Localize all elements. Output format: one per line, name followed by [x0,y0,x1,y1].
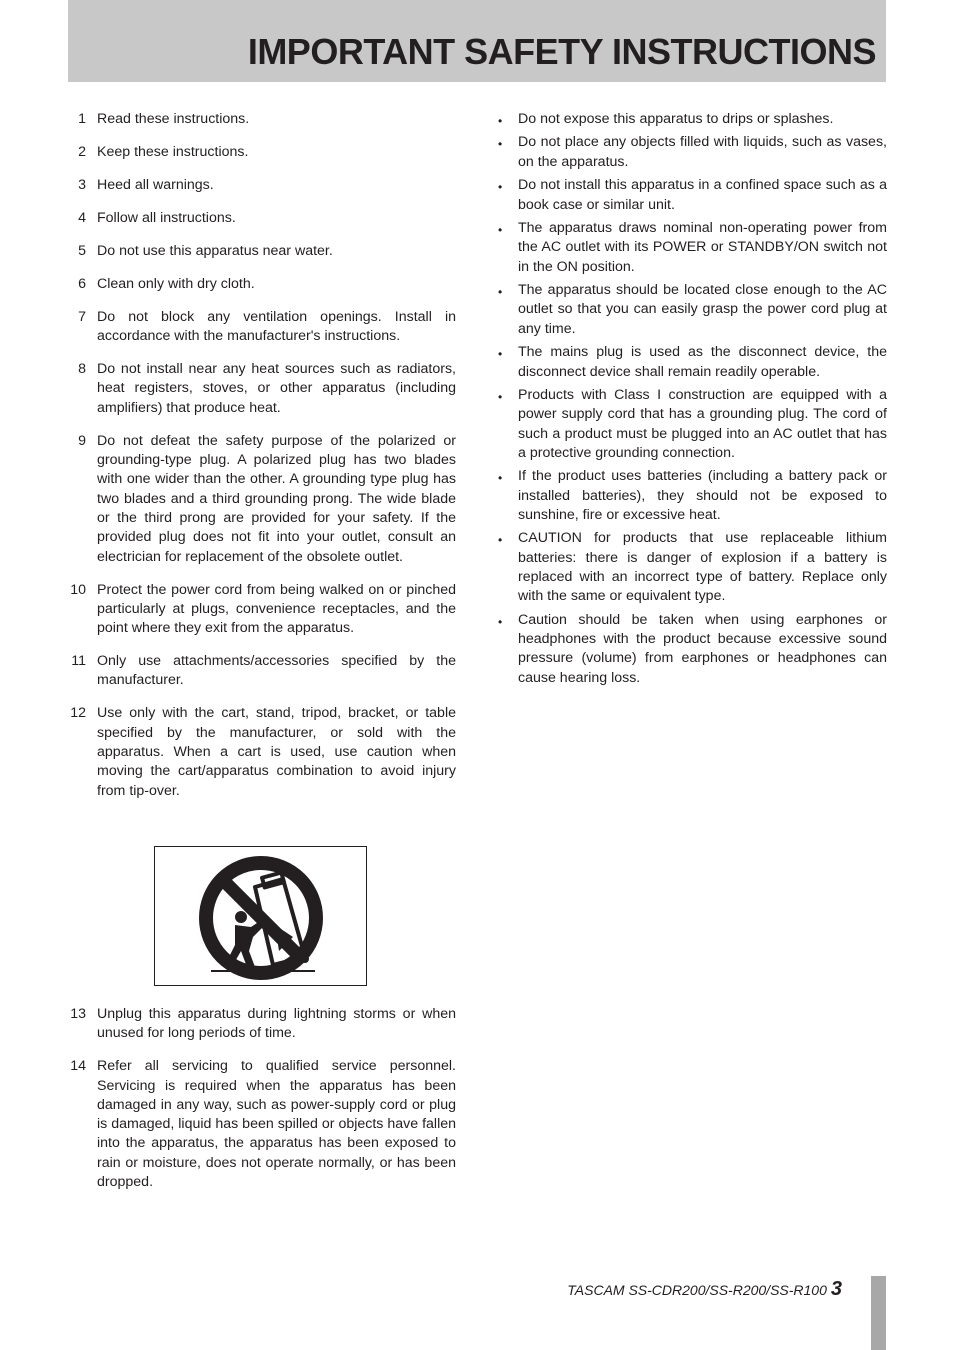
bullet-text: The mains plug is used as the disconnect device, the disconnect device shall remain readily operable. [518,344,887,380]
item-text: Do not use this apparatus near water. [97,242,333,259]
item-text: Use only with the cart, stand, tripod, bracket, or table specified by the manufacturer, or sold with the apparatus. When a cart is used, use caution when moving the cart/apparatus combination to avoid injury from tip-over. [97,705,456,799]
list-item [66,143,456,162]
list-item [66,432,456,567]
bullet-icon: • [498,614,503,629]
list-item [66,308,456,347]
item-text: Do not install near any heat sources such as radiators, heat registers, stoves, or other apparatus (including amplifiers) that produce heat. [97,361,456,416]
numbered-list-continued [66,1005,456,1206]
bullet-icon: • [498,471,503,486]
item-number: 5 [78,242,86,259]
item-number: 2 [78,143,86,160]
footer-model: TASCAM SS-CDR200/SS-R200/SS-R100 [567,1282,827,1298]
item-number: 1 [78,111,86,127]
list-item [66,176,456,195]
bullet-item [494,386,887,463]
bullet-list [494,110,887,692]
list-item [66,275,456,294]
bullet-item [494,343,887,382]
item-text: Do not defeat the safety purpose of the polarized or grounding-type plug. A polarized plug has two blades with one wider than the other. A grounding type plug has two blades and a third grounding prong. The wide blade or the third prong are provided for your safety. If the provided plug does not fit into your outlet, consult an electrician for replacement of the obsolete outlet. [97,432,456,565]
item-number: 13 [70,1006,86,1022]
bullet-text: Products with Class I construction are equipped with a power supply cord that has a grounding plug. The cord of such a product must be plugged into an AC outlet that has a protective grounding connection. [518,386,887,461]
item-text: Refer all servicing to qualified service personnel. Servicing is required when the apparatus has been damaged in any way, such as power-supply cord or plug is damaged, liquid has been spilled or objects have fallen into the apparatus, the apparatus has been exposed to rain or moisture, does not operate normally, or has been dropped. [97,1058,456,1191]
bullet-item [494,176,887,215]
list-item [66,704,456,800]
page-title: IMPORTANT SAFETY INSTRUCTIONS [247,31,876,72]
bullet-icon: • [498,389,503,404]
item-number: 8 [78,361,86,378]
bullet-text: CAUTION for products that use replaceable lithium batteries: there is danger of explosion if a battery is replaced with an incorrect type of battery. Replace only with the same or equivalent type. [518,530,887,605]
bullet-item [494,219,887,277]
item-number: 9 [78,432,86,449]
item-text: Do not block any ventilation openings. Install in accordance with the manufacturer's instructions. [97,308,456,345]
bullet-item [494,110,887,129]
page-footer [567,1278,842,1301]
item-number: 3 [78,176,86,193]
cart-tip-over-icon [155,847,366,985]
bullet-icon: • [498,180,503,195]
item-text: Read these instructions. [97,111,250,127]
page-tab-bar [871,1276,886,1350]
header-band [68,0,886,82]
item-text: Protect the power cord from being walked on or pinched particularly at plugs, convenience receptacles, and the point where they exit from the apparatus. [97,581,456,637]
bullet-text: The apparatus draws nominal non-operating power from the AC outlet with its POWER or STANDBY/ON switch not in the ON position. [518,220,887,275]
bullet-icon: • [498,137,503,152]
bullet-item [494,281,887,339]
item-number: 14 [70,1058,86,1075]
item-text: Heed all warnings. [97,176,214,193]
numbered-list [66,110,456,815]
item-number: 4 [78,209,86,226]
list-item [66,652,456,691]
bullet-icon: • [498,285,503,300]
bullet-text: Do not install this apparatus in a confined space such as a book case or similar unit. [518,177,887,213]
bullet-text: If the product uses batteries (including a battery pack or installed batteries), they should not be exposed to sunshine, fire or excessive heat. [518,468,887,523]
list-item [66,110,456,129]
bullet-text: Do not place any objects filled with liquids, such as vases, on the apparatus. [518,134,887,170]
bullet-item [494,611,887,688]
page-number: 3 [830,1278,842,1300]
item-text: Follow all instructions. [97,209,236,226]
item-number: 10 [70,581,86,598]
item-number: 7 [78,308,86,325]
list-item [66,1057,456,1192]
item-number: 11 [71,653,86,670]
cart-warning-figure [154,846,367,986]
list-item [66,209,456,228]
item-number: 6 [78,275,86,292]
bullet-text: Caution should be taken when using earphones or headphones with the product because excessive sound pressure (volume) from earphones or headphones can cause hearing loss. [518,611,887,686]
bullet-icon: • [498,347,503,362]
item-text: Keep these instructions. [97,143,249,160]
item-text: Unplug this apparatus during lightning storms or when unused for long periods of time. [97,1006,456,1042]
bullet-text: Do not expose this apparatus to drips or splashes. [518,111,834,127]
bullet-icon: • [498,533,503,548]
bullet-item [494,467,887,525]
list-item [66,581,456,639]
bullet-icon: • [498,114,503,128]
list-item [66,360,456,418]
bullet-icon: • [498,223,503,238]
bullet-text: The apparatus should be located close enough to the AC outlet so that you can easily grasp the power cord plug at any time. [518,282,887,337]
list-item [66,1005,456,1044]
item-text: Clean only with dry cloth. [97,275,255,292]
bullet-item [494,133,887,172]
list-item [66,242,456,261]
bullet-item [494,529,887,606]
item-number: 12 [70,705,86,722]
item-text: Only use attachments/accessories specified by the manufacturer. [97,653,456,689]
